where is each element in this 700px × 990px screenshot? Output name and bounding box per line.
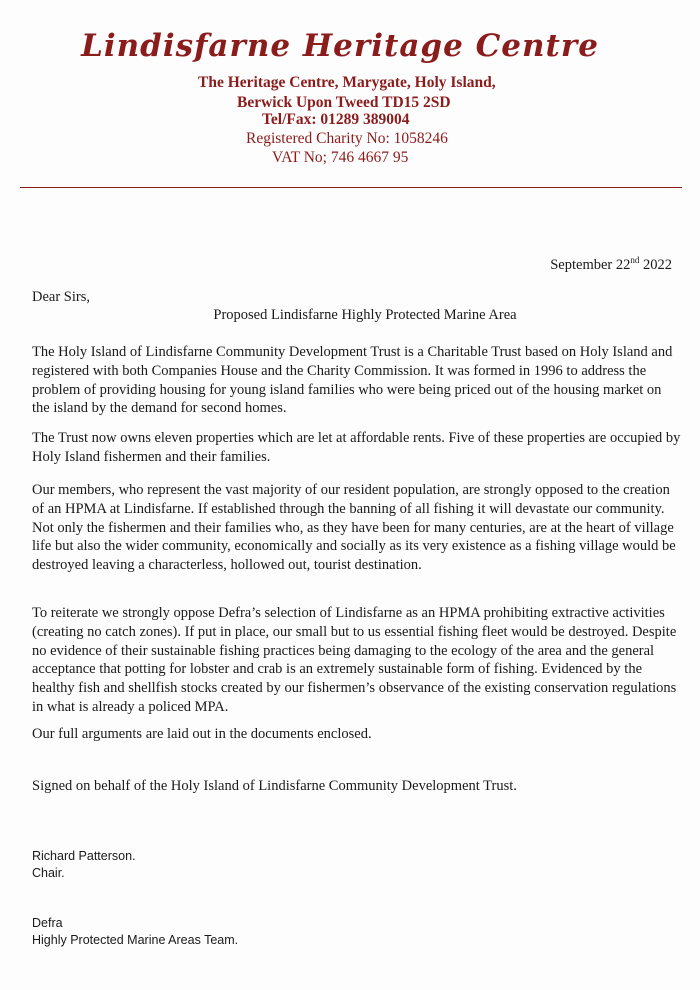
signed-on-behalf: Signed on behalf of the Holy Island of Lindisfarne Community Development Trust. <box>32 778 517 794</box>
letterhead-divider <box>20 187 682 188</box>
paragraph-4: To reiterate we strongly oppose Defra’s selection of Lindisfarne as an HPMA prohibiting extractive activities (creating no catch zones). If put in place, our small but to us essential fishing fleet would be destroyed. Despite no evidence of their sustainable fishing practices being damaging to the ecology of the area and the general acceptance that potting for lobster and crab is an extremely sustainable form of fishing. Evidenced by the healthy fish and shellfish stocks created by our fishermen’s observance of the existing conservation regulations in what is already a policed MPA. <box>32 605 677 715</box>
paragraph-1: The Holy Island of Lindisfarne Community Development Trust is a Charitable Trust based on Holy Island and registered with both Companies House and the Charity Commission. It was formed in 1996 to address the problem of providing housing for young island families who were being priced out of the housing market on the island by the demand for second homes. <box>32 344 673 417</box>
recipient-organisation: Defra <box>32 916 63 930</box>
letter-date <box>550 255 672 274</box>
address-line-1: The Heritage Centre, Marygate, Holy Island, <box>198 74 496 91</box>
charity-number: Registered Charity No: 1058246 <box>246 130 448 147</box>
paragraph-2: The Trust now owns eleven properties which are let at affordable rents. Five of these properties are occupied by Holy Island fishermen and their families. <box>32 430 681 465</box>
paragraph-5: Our full arguments are laid out in the documents enclosed. <box>32 726 372 742</box>
letterhead-title: Lindisfarne Heritage Centre <box>81 28 599 64</box>
salutation: Dear Sirs, <box>32 289 90 305</box>
tel-fax: Tel/Fax: 01289 389004 <box>262 111 410 128</box>
signatory-role: Chair. <box>32 866 65 880</box>
address-line-2: Berwick Upon Tweed TD15 2SD <box>237 94 451 111</box>
recipient-team: Highly Protected Marine Areas Team. <box>32 933 239 947</box>
paragraph-3: Our members, who represent the vast majority of our resident population, are strongly opposed to the creation of an HPMA at Lindisfarne. If established through the banning of all fishing it will devastate our community. Not only the fishermen and their families who, as they have been for many centuries, are at the heart of village life but also the wider community, economically and socially as its very existence as a fishing village would be destroyed leaving a characterless, hollowed out, tourist destination. <box>32 482 676 574</box>
vat-number: VAT No; 746 4667 95 <box>272 149 409 166</box>
letter-subject: Proposed Lindisfarne Highly Protected Marine Area <box>213 307 517 323</box>
date-day: September 22 <box>550 256 631 273</box>
signatory-name: Richard Patterson. <box>32 849 136 863</box>
date-year: 2022 <box>639 256 672 273</box>
date-suffix: nd <box>630 255 640 265</box>
